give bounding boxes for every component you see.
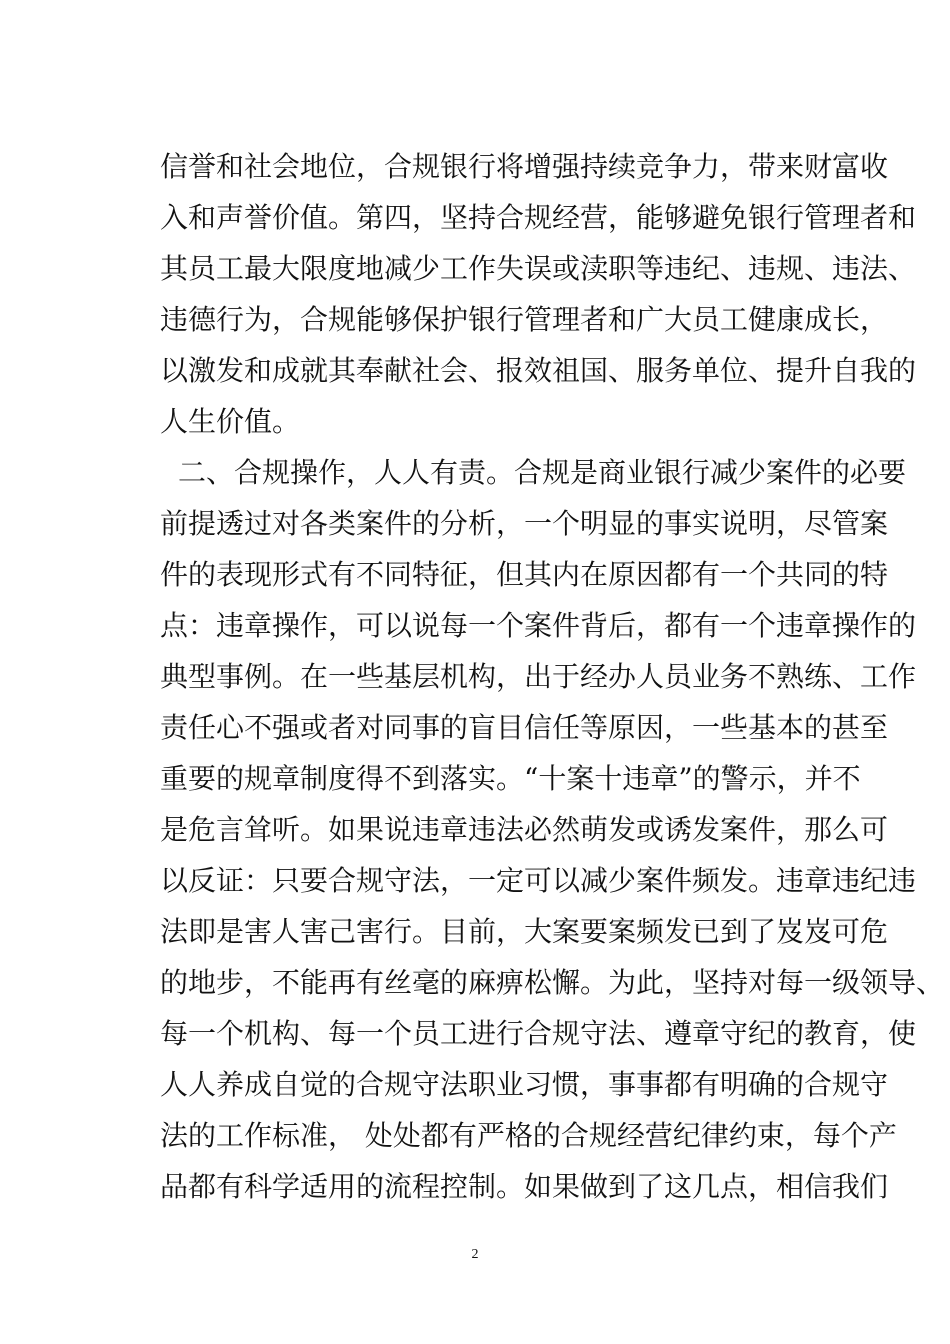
body-line: 是危言耸听。如果说违章违法必然萌发或诱发案件，那么可 bbox=[160, 813, 889, 846]
body-line: 人人养成自觉的合规守法职业习惯，事事都有明确的合规守 bbox=[160, 1068, 889, 1101]
body-line: 责任心不强或者对同事的盲目信任等原因，一些基本的甚至 bbox=[160, 711, 889, 744]
body-line: 以反证：只要合规守法，一定可以减少案件频发。违章违纪违 bbox=[160, 864, 917, 897]
body-line: 每一个机构、每一个员工进行合规守法、遵章守纪的教育，使 bbox=[160, 1017, 917, 1050]
body-line: 入和声誉价值。第四，坚持合规经营，能够避免银行管理者和 bbox=[160, 201, 917, 234]
body-line: 法即是害人害己害行。目前，大案要案频发已到了岌岌可危 bbox=[160, 915, 889, 948]
body-line: 品都有科学适用的流程控制。如果做到了这几点，相信我们 bbox=[160, 1170, 889, 1203]
body-line: 信誉和社会地位，合规银行将增强持续竞争力，带来财富收 bbox=[160, 150, 889, 183]
body-line: 法的工作标准， 处处都有严格的合规经营纪律约束，每个产 bbox=[160, 1119, 897, 1152]
body-line: 其员工最大限度地减少工作失误或渎职等违纪、违规、违法、 bbox=[160, 252, 917, 285]
body-line: 人生价值。 bbox=[160, 405, 301, 438]
body-line: 件的表现形式有不同特征，但其内在原因都有一个共同的特 bbox=[160, 558, 889, 591]
body-line: 重要的规章制度得不到落实。“十案十违章”的警示，并不 bbox=[160, 762, 861, 795]
section-heading-line: 二、合规操作，人人有责。合规是商业银行减少案件的必要 bbox=[178, 456, 907, 489]
body-line: 以激发和成就其奉献社会、报效祖国、服务单位、提升自我的 bbox=[160, 354, 917, 387]
body-line: 前提透过对各类案件的分析，一个明显的事实说明，尽管案 bbox=[160, 507, 889, 540]
body-line: 点：违章操作，可以说每一个案件背后，都有一个违章操作的 bbox=[160, 609, 917, 642]
page-number: 2 bbox=[471, 1247, 479, 1262]
body-line: 的地步，不能再有丝毫的麻痹松懈。为此，坚持对每一级领导、 bbox=[160, 966, 945, 999]
body-line: 典型事例。在一些基层机构，出于经办人员业务不熟练、工作 bbox=[160, 660, 917, 693]
body-line: 违德行为，合规能够保护银行管理者和广大员工健康成长， bbox=[160, 303, 889, 336]
